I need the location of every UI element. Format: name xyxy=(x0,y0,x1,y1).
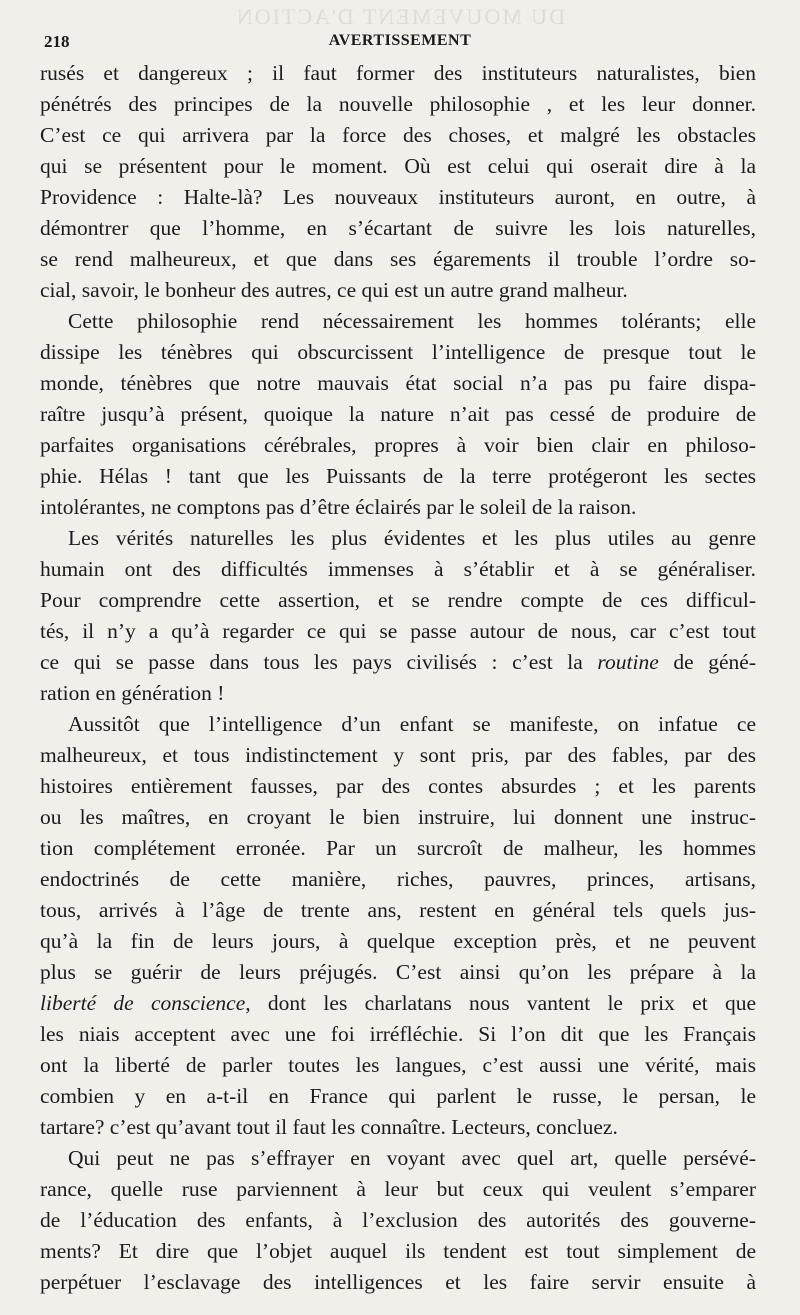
text-line-content: Providence : Halte-là? Les nouveaux instituteurs auront, en outre, à xyxy=(40,185,756,209)
text-line-content: endoctrinés de cette manière, riches, pauvres, princes, artisans, xyxy=(40,867,756,891)
text-line xyxy=(40,523,756,554)
text-line xyxy=(40,895,756,926)
text-line-content: plus se guérir de leurs préjugés. C’est ainsi qu’on les prépare à la xyxy=(40,960,756,984)
text-line xyxy=(40,616,756,647)
text-line xyxy=(40,213,756,244)
text-line xyxy=(40,1174,756,1205)
text-line xyxy=(40,1205,756,1236)
text-line-content: combien y en a-t-il en France qui parlent le russe, le persan, le xyxy=(40,1084,756,1108)
text-line xyxy=(40,647,756,678)
text-line-content: Qui peut ne pas s’effrayer en voyant avec quel art, quelle persévé- xyxy=(68,1146,756,1170)
text-line-content: qu’à la fin de leurs jours, à quelque exception près, et ne peuvent xyxy=(40,929,756,953)
text-line-content: tartare? c’est qu’avant tout il faut les connaître. Lecteurs, concluez. xyxy=(40,1115,618,1139)
text-line-content: Pour comprendre cette assertion, et se rendre compte de ces difficul- xyxy=(40,588,756,612)
text-line-content: intolérantes, ne comptons pas d’être éclairés par le soleil de la raison. xyxy=(40,495,637,519)
text-line-content: se rend malheureux, et que dans ses égarements il trouble l’ordre so- xyxy=(40,247,756,271)
text-line xyxy=(40,1050,756,1081)
text-line-content: les niais acceptent avec une foi irréfléchie. Si l’on dit que les Français xyxy=(40,1022,756,1046)
text-line-content: parfaites organisations cérébrales, propres à voir bien clair en philoso- xyxy=(40,433,756,457)
text-line xyxy=(40,337,756,368)
text-line-content: perpétuer l’esclavage des intelligences et les faire servir ensuite à xyxy=(40,1270,756,1294)
text-line xyxy=(40,554,756,585)
text-line-content: Cette philosophie rend nécessairement les hommes tolérants; elle xyxy=(68,309,756,333)
text-line xyxy=(40,1112,756,1143)
text-line xyxy=(40,182,756,213)
text-line xyxy=(40,306,756,337)
text-line-content: raître jusqu’à présent, quoique la nature n’ait pas cessé de produire de xyxy=(40,402,756,426)
text-line xyxy=(40,58,756,89)
running-head: AVERTISSEMENT xyxy=(328,32,472,49)
text-line-content: liberté de conscience, dont les charlatans nous vantent le prix et que xyxy=(40,991,756,1015)
text-line xyxy=(40,368,756,399)
text-line-content: tés, il n’y a qu’à regarder ce qui se passe autour de nous, car c’est tout xyxy=(40,619,756,643)
page-number: 218 xyxy=(44,32,70,51)
text-line-content: rusés et dangereux ; il faut former des instituteurs naturalistes, bien xyxy=(40,61,756,85)
page-header xyxy=(44,32,756,54)
text-line xyxy=(40,771,756,802)
text-line xyxy=(40,1081,756,1112)
text-line-content: qui se présentent pour le moment. Où est celui qui oserait dire à la xyxy=(40,154,756,178)
text-line-content: rance, quelle ruse parviennent à leur but ceux qui veulent s’emparer xyxy=(40,1177,756,1201)
text-line xyxy=(40,430,756,461)
text-line-content: malheureux, et tous indistinctement y sont pris, par des fables, par des xyxy=(40,743,756,767)
text-line xyxy=(40,864,756,895)
text-line-content: humain ont des difficultés immenses à s’établir et à se généraliser. xyxy=(40,557,756,581)
text-line xyxy=(40,957,756,988)
text-line xyxy=(40,244,756,275)
text-line-content: ments? Et dire que l’objet auquel ils tendent est tout simplement de xyxy=(40,1239,756,1263)
text-line xyxy=(40,275,756,306)
text-line-content: phie. Hélas ! tant que les Puissants de la terre protégeront les sectes xyxy=(40,464,756,488)
text-line xyxy=(40,678,756,709)
text-line-content: histoires entièrement fausses, par des contes absurdes ; et les parents xyxy=(40,774,756,798)
text-line xyxy=(40,802,756,833)
text-line xyxy=(40,151,756,182)
text-line-content: tous, arrivés à l’âge de trente ans, restent en général tels quels jus- xyxy=(40,898,756,922)
text-line xyxy=(40,833,756,864)
text-line xyxy=(40,461,756,492)
text-line-content: tion complétement erronée. Par un surcroît de malheur, les hommes xyxy=(40,836,756,860)
text-line xyxy=(40,1236,756,1267)
text-line-content: ou les maîtres, en croyant le bien instruire, lui donnent une instruc- xyxy=(40,805,756,829)
text-line xyxy=(40,988,756,1019)
text-line xyxy=(40,1267,756,1298)
text-line-content: dissipe les ténèbres qui obscurcissent l’intelligence de presque tout le xyxy=(40,340,756,364)
text-line-content: cial, savoir, le bonheur des autres, ce qui est un autre grand malheur. xyxy=(40,278,628,302)
text-line xyxy=(40,89,756,120)
text-line-content: ce qui se passe dans tous les pays civilisés : c’est la routine de géné- xyxy=(40,650,756,674)
body-text xyxy=(40,58,756,1298)
text-line-content: pénétrés des principes de la nouvelle philosophie , et les leur donner. xyxy=(40,92,756,116)
text-line xyxy=(40,740,756,771)
text-line xyxy=(40,492,756,523)
text-line-content: ont la liberté de parler toutes les langues, c’est aussi une vérité, mais xyxy=(40,1053,756,1077)
text-line xyxy=(40,585,756,616)
text-line xyxy=(40,709,756,740)
text-line xyxy=(40,1143,756,1174)
bleed-through-text: DU MOUVEMENT D'ACTION xyxy=(234,4,566,29)
text-line-content: démontrer que l’homme, en s’écartant de suivre les lois naturelles, xyxy=(40,216,756,240)
text-line-content: Les vérités naturelles les plus évidentes et les plus utiles au genre xyxy=(68,526,756,550)
text-line xyxy=(40,399,756,430)
text-line-content: de l’éducation des enfants, à l’exclusion des autorités des gouverne- xyxy=(40,1208,756,1232)
text-line-content: ration en génération ! xyxy=(40,681,225,705)
text-line-content: C’est ce qui arrivera par la force des choses, et malgré les obstacles xyxy=(40,123,756,147)
text-line xyxy=(40,120,756,151)
text-line xyxy=(40,1019,756,1050)
text-line xyxy=(40,926,756,957)
text-line-content: Aussitôt que l’intelligence d’un enfant se manifeste, on infatue ce xyxy=(68,712,756,736)
text-line-content: monde, ténèbres que notre mauvais état social n’a pas pu faire dispa- xyxy=(40,371,756,395)
